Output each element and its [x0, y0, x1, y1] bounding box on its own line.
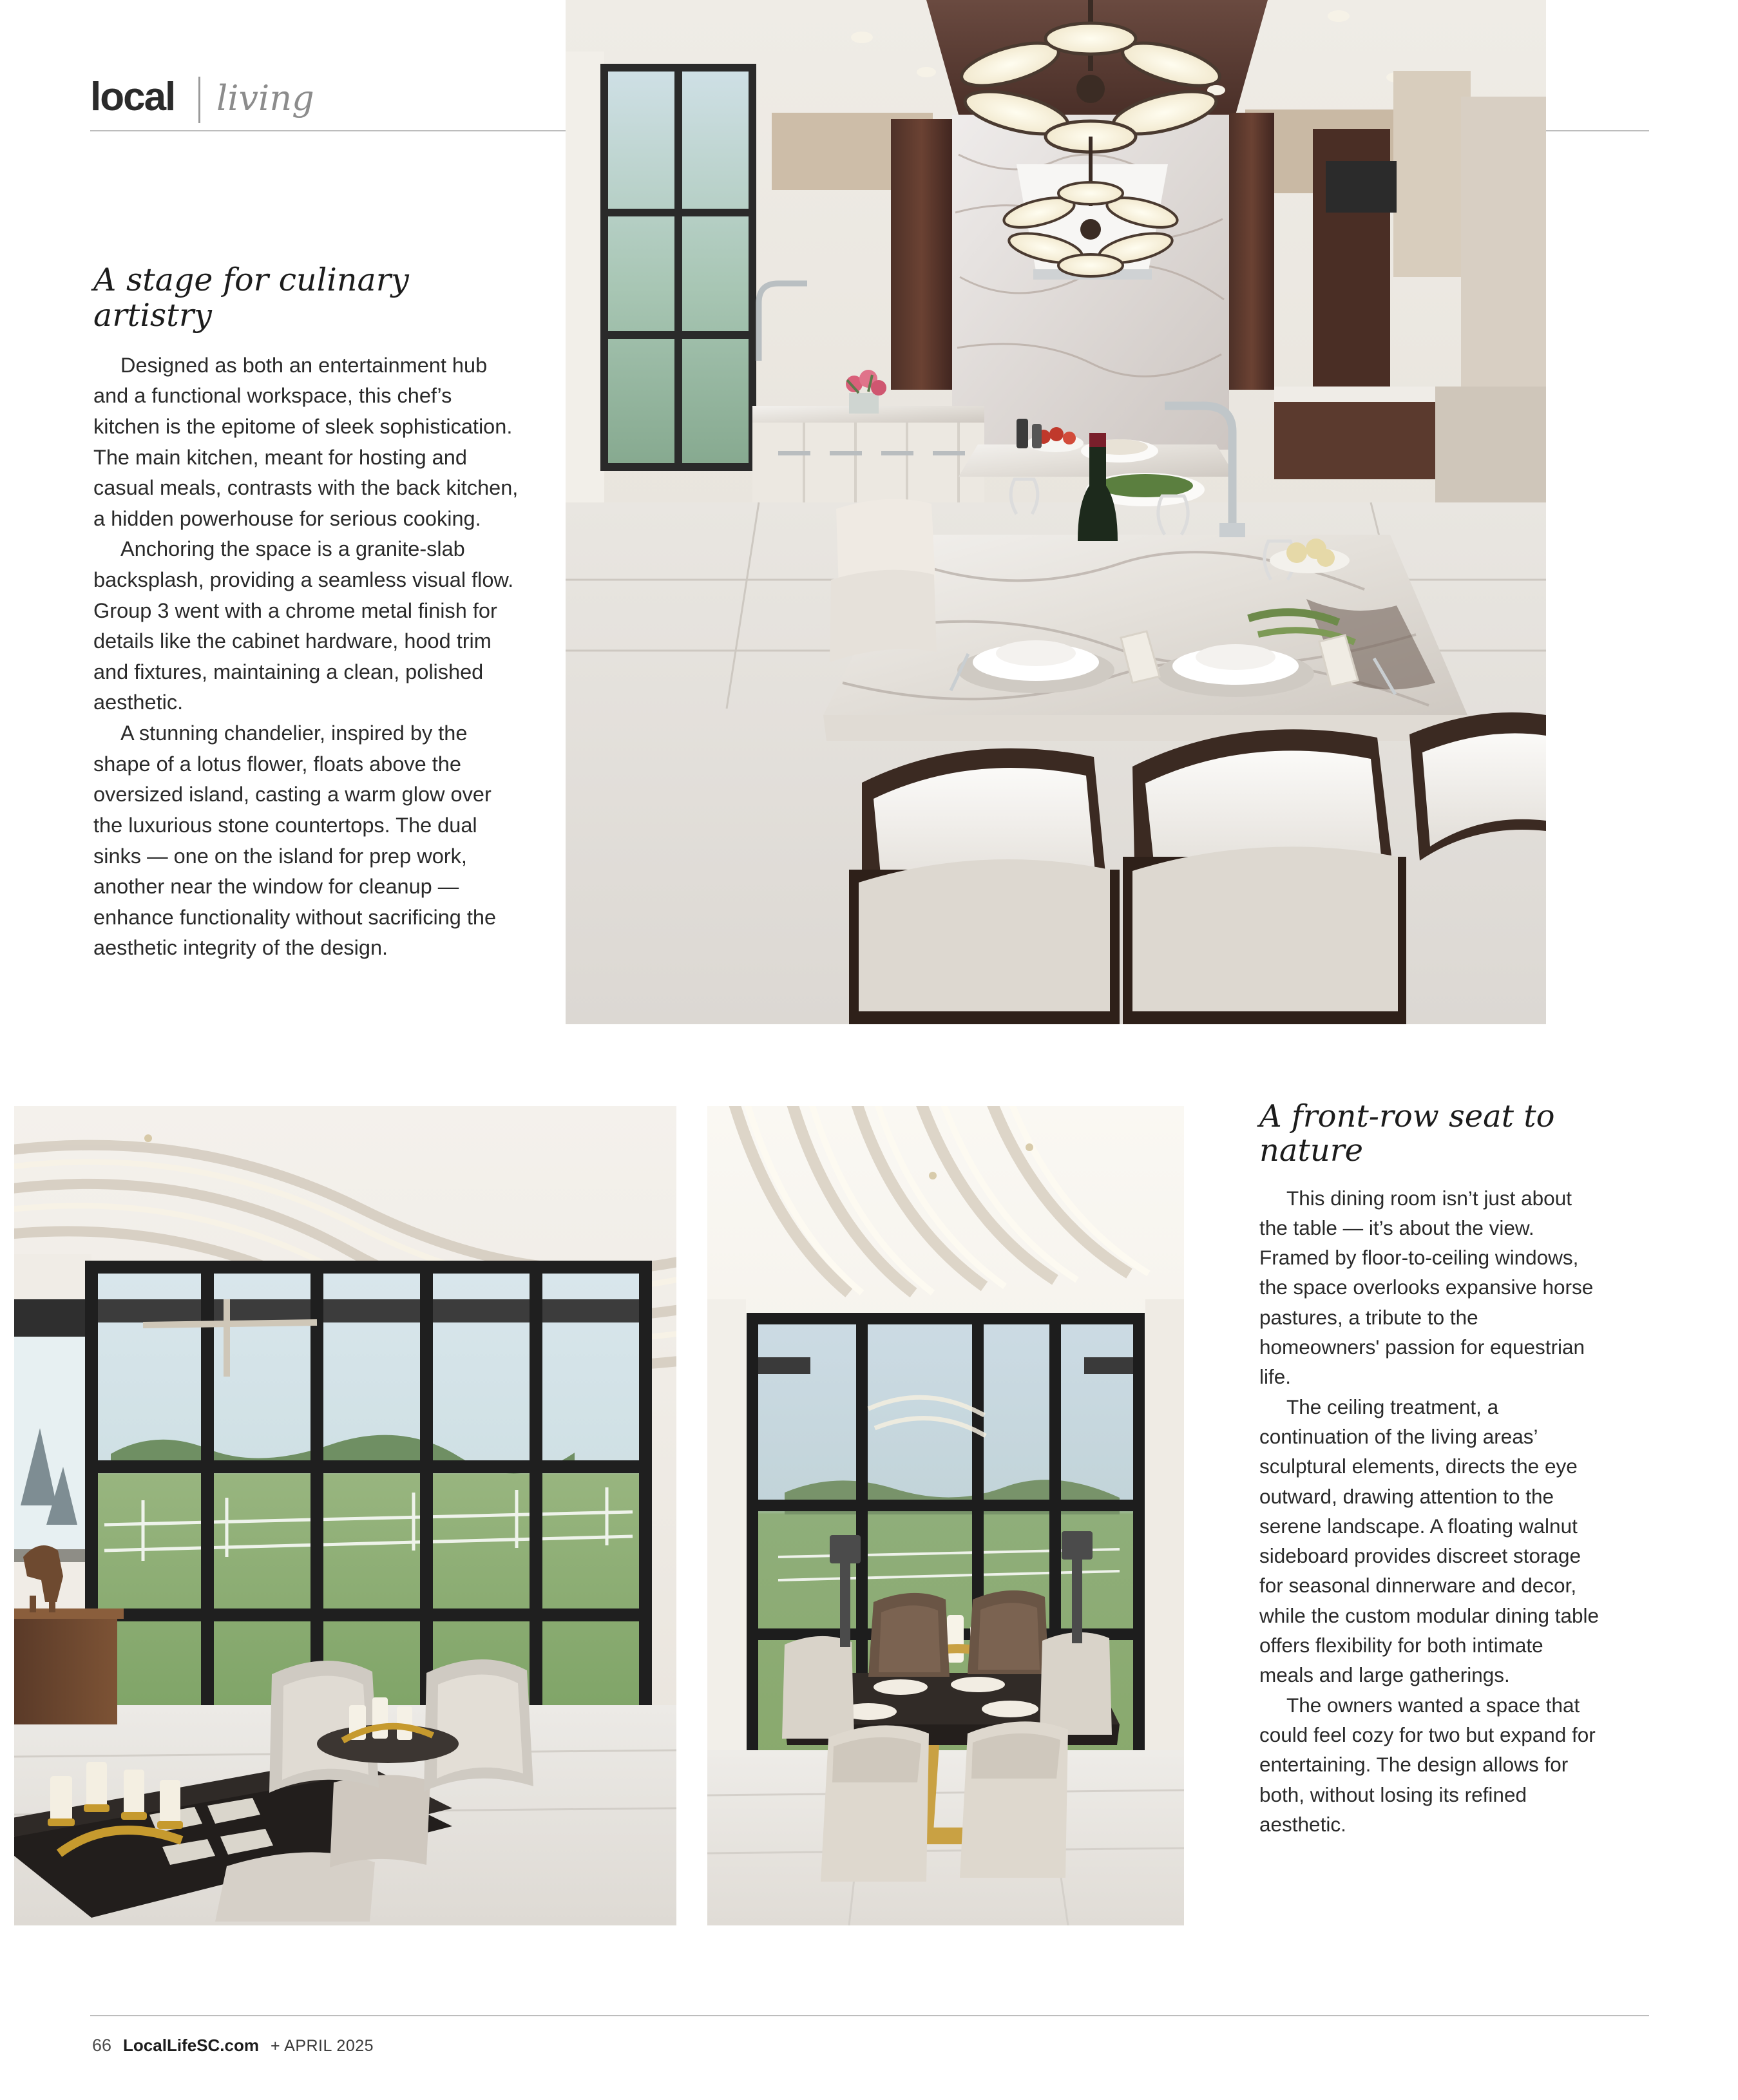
masthead-brand: local — [90, 75, 175, 119]
footer-rule — [90, 2015, 1649, 2016]
paragraph: A stunning chandelier, inspired by the shape of a lotus flower, floats above the oversized island, casting a warm glow over the luxurious stone countertops. The dual sinks — one on the island for prep work, another near the window for cleanup — enhance functionality without sacrificing the aesthetic integrity of the design. — [93, 721, 497, 960]
footer-site: LocalLifeSC.com — [123, 2036, 259, 2055]
photo-kitchen — [566, 0, 1546, 1024]
masthead — [90, 74, 541, 132]
article-front-row-seat — [1259, 1100, 1601, 1839]
masthead-divider — [198, 77, 200, 123]
paragraph: This dining room isn’t just about the table — it’s about the view. Framed by floor-to-ceiling windows, the space overlooks expansive horse pastures, a tribute to the homeowners' passion for equestrian life. — [1259, 1186, 1594, 1389]
photo-dining-room-left — [14, 1106, 676, 1925]
page-number: 66 — [92, 2036, 112, 2055]
page-title: A stage for culinary artistry — [93, 262, 409, 334]
masthead-section: living — [216, 78, 314, 119]
footer-issue-date: + APRIL 2025 — [270, 2037, 374, 2055]
paragraph: The owners wanted a space that could feel cozy for two but expand for entertaining. The design allows for both, without losing its refined aesthetic. — [1259, 1693, 1596, 1836]
photo-dining-room-right — [707, 1106, 1184, 1925]
paragraph: The ceiling treatment, a continuation of the living areas’ sculptural elements, directs the eye outward, drawing attention to the serene landscape. A floating walnut sideboard provides discreet storage for seasonal dinnerware and decor, while the custom modular dining table offers flexibility for both intimate meals and large gatherings. — [1259, 1395, 1600, 1687]
section-title: A front-row seat to nature — [1259, 1098, 1555, 1169]
article-body — [1259, 1183, 1601, 1840]
article-culinary-artistry — [93, 263, 519, 964]
paragraph: Anchoring the space is a granite-slab backsplash, providing a seamless visual flow. Group 3 went with a chrome metal finish for details like the cabinet hardware, hood trim and fixtures, maintaining a clean, polished aesthetic. — [93, 537, 514, 714]
footer — [92, 2036, 374, 2056]
paragraph: Designed as both an entertainment hub and a functional workspace, this chef’s kitchen is the epitome of sleek sophistication. The main kitchen, meant for hosting and casual meals, contrasts with the back kitchen, a hidden powerhouse for serious cooking. — [93, 353, 519, 530]
article-body — [93, 350, 519, 964]
